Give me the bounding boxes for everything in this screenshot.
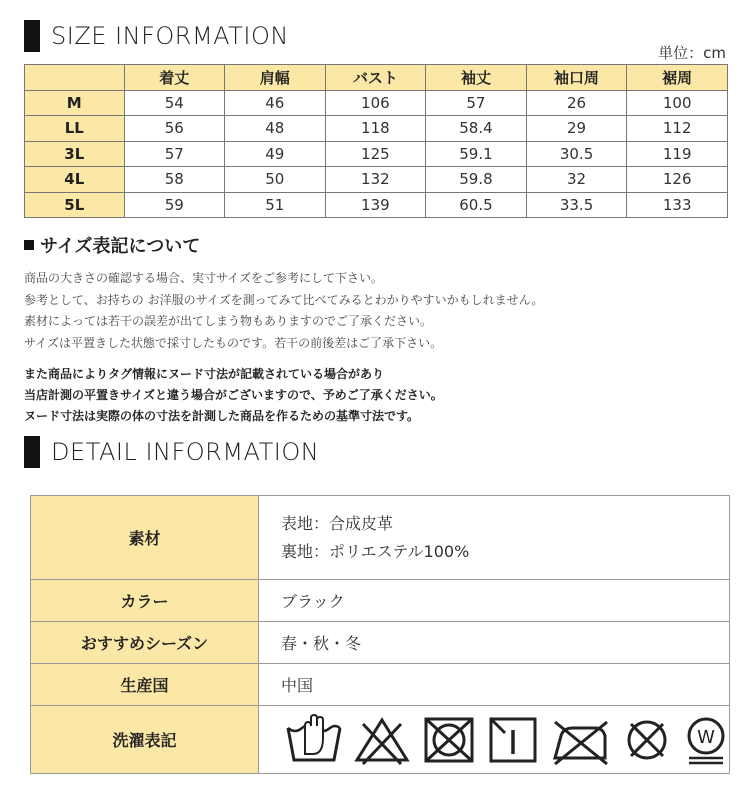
size-table-corner [25, 65, 125, 91]
size-notes-bold [24, 364, 443, 427]
table-cell: 33.5 [526, 192, 627, 218]
color-label: カラー [31, 580, 259, 622]
table-cell: 126 [627, 167, 728, 193]
detail-row-color [31, 580, 730, 622]
size-information-header [24, 20, 289, 52]
table-cell: 59.8 [426, 167, 527, 193]
column-header: 肩幅 [225, 65, 326, 91]
no-iron-icon [549, 714, 611, 766]
care-value [259, 706, 730, 774]
note-bold-line: ヌード寸法は実際の体の寸法を計測した商品を作るための基準寸法です。 [24, 409, 420, 423]
column-header: 裾周 [627, 65, 728, 91]
column-header: 袖丈 [426, 65, 527, 91]
season-value: 春・秋・冬 [259, 622, 730, 664]
care-label: 洗濯表記 [31, 706, 259, 774]
unit-label: 単位：cm [658, 44, 726, 62]
material-line: 表地：合成皮革 [281, 513, 394, 533]
table-cell: 48 [225, 116, 326, 142]
no-tumble-dry-icon [421, 714, 477, 766]
table-cell: 112 [627, 116, 728, 142]
note-line: 参考として、お持ちの お洋服のサイズを測ってみて比べてみるとわかりやすいかもしれません。 [24, 292, 544, 307]
table-cell: 58.4 [426, 116, 527, 142]
size-notes-heading: サイズ表記について [40, 236, 201, 257]
line-dry-icon [487, 714, 539, 766]
wet-clean-icon [683, 714, 729, 766]
material-value [259, 496, 730, 580]
detail-table [30, 495, 730, 774]
table-cell: 32 [526, 167, 627, 193]
table-cell: 133 [627, 192, 728, 218]
table-cell: 125 [325, 141, 426, 167]
season-label: おすすめシーズン [31, 622, 259, 664]
size-label: M [25, 90, 125, 116]
origin-label: 生産国 [31, 664, 259, 706]
note-line: 素材によっては若干の誤差が出てしまう物もありますのでご了承ください。 [24, 314, 433, 328]
table-cell: 50 [225, 167, 326, 193]
table-cell: 106 [325, 90, 426, 116]
detail-row-care [31, 706, 730, 774]
color-value: ブラック [259, 580, 730, 622]
section-bar [24, 436, 40, 468]
note-line: サイズは平置きした状態で採寸したものです。若干の前後差はご了承下さい。 [24, 335, 443, 350]
material-line: 裏地：ポリエステル100% [281, 541, 470, 561]
size-label: LL [25, 116, 125, 142]
material-label: 素材 [31, 496, 259, 580]
table-cell: 132 [325, 167, 426, 193]
table-cell: 54 [124, 90, 225, 116]
no-bleach-icon [353, 714, 411, 766]
note-line: 商品の大きさの確認する場合、実寸サイズをご参考にして下さい。 [24, 271, 384, 285]
size-label: 5L [25, 192, 125, 218]
table-cell: 59.1 [426, 141, 527, 167]
table-cell: 56 [124, 116, 225, 142]
detail-information-header [24, 436, 319, 468]
table-cell: 49 [225, 141, 326, 167]
section-bar [24, 20, 40, 52]
table-cell: 46 [225, 90, 326, 116]
size-table [24, 64, 728, 218]
table-cell: 57 [426, 90, 527, 116]
detail-row-origin [31, 664, 730, 706]
origin-value: 中国 [259, 664, 730, 706]
table-cell: 51 [225, 192, 326, 218]
note-bold-line: また商品によりタグ情報にヌード寸法が記載されている場合があり [24, 367, 385, 381]
detail-row-material [31, 496, 730, 580]
table-cell: 26 [526, 90, 627, 116]
column-header: バスト [325, 65, 426, 91]
table-cell: 30.5 [526, 141, 627, 167]
table-cell: 58 [124, 167, 225, 193]
svg-text:W: W [697, 726, 715, 748]
table-cell: 139 [325, 192, 426, 218]
note-bold-line: 当店計測の平置きサイズと違う場合がございますので、予めご了承ください。 [24, 388, 443, 402]
table-cell: 29 [526, 116, 627, 142]
square-bullet-icon [24, 240, 34, 250]
table-cell: 60.5 [426, 192, 527, 218]
no-dry-clean-icon [621, 714, 673, 766]
size-information-title: SIZE INFORMATION [51, 22, 289, 50]
size-label: 3L [25, 141, 125, 167]
table-row [25, 141, 728, 167]
size-label: 4L [25, 167, 125, 193]
care-icons [281, 714, 729, 766]
detail-information-title: DETAIL INFORMATION [51, 438, 320, 466]
column-header: 着丈 [124, 65, 225, 91]
hand-wash-icon [285, 714, 343, 766]
table-cell: 57 [124, 141, 225, 167]
table-row [25, 116, 728, 142]
size-table-header-row [25, 65, 728, 91]
table-row [25, 90, 728, 116]
table-row [25, 192, 728, 218]
table-cell: 100 [627, 90, 728, 116]
size-notes [24, 268, 543, 354]
table-cell: 59 [124, 192, 225, 218]
table-row [25, 167, 728, 193]
table-cell: 119 [627, 141, 728, 167]
column-header: 袖口周 [526, 65, 627, 91]
detail-row-season [31, 622, 730, 664]
size-notes-title [24, 232, 200, 258]
table-cell: 118 [325, 116, 426, 142]
